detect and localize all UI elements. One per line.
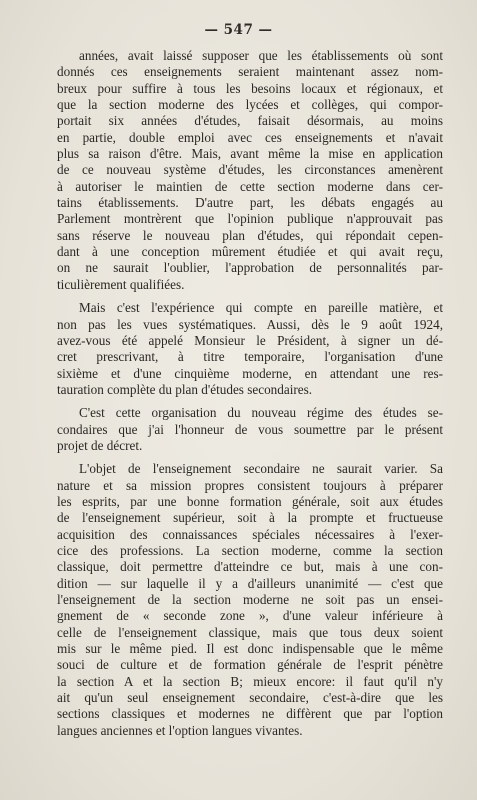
paragraph [57, 461, 443, 739]
text-line: langues anciennes et l'option langues vivantes. [57, 722, 303, 738]
text-line: souci de culture et de formation générale de l'esprit pénètre [57, 657, 443, 673]
text-line: condaires que j'ai l'honneur de vous soumettre par le présent [57, 421, 443, 437]
paragraph [57, 48, 443, 293]
text-line: on ne saurait l'oublier, l'approbation de personnalités par- [57, 260, 443, 276]
text-line: de l'enseignement supérieur, soit à la prompte et fructueuse [57, 510, 443, 526]
text-line: non pas les vues systématiques. Aussi, dès le 9 août 1924, [57, 316, 443, 332]
text-line: gnement de « seconde zone », d'une valeur inférieure à [57, 608, 443, 624]
text-line: C'est cette organisation du nouveau régime des études se- [79, 405, 443, 421]
text-line: mis sur le même pied. Il est donc indispensable que le même [57, 641, 443, 657]
page-number: — 547 — [204, 22, 273, 38]
text-line: avez-vous été appelé Monsieur le Président, à signer un dé- [57, 332, 443, 348]
text-line: cret prescrivant, à titre temporaire, l'organisation d'une [57, 349, 443, 365]
text-line: classique, doit permettre d'atteindre ce but, mais à une con- [57, 559, 443, 575]
text-line: L'objet de l'enseignement secondaire ne saurait varier. Sa [79, 461, 443, 477]
text-line: que la section moderne des lycées et collèges, qui compor- [57, 97, 443, 113]
text-line: portait six années d'études, faisait désormais, au moins [57, 113, 443, 129]
text-line: l'enseignement de la section moderne ne soit pas un ensei- [57, 592, 443, 607]
text-line: la section A et la section B; mieux encore: il faut qu'il n'y [57, 673, 443, 689]
text-line: tains établissements. D'autre part, les débats engagés au [57, 195, 443, 211]
text-line: tauration complète du plan d'études secondaires. [57, 381, 313, 397]
text-line: projet de décret. [57, 437, 143, 453]
text-line: Mais c'est l'expérience qui compte en pareille matière, et [79, 300, 443, 316]
text-line: acquisition des connaissances spéciales nécessaires à l'exer- [57, 526, 443, 542]
text-line: années, avait laissé supposer que les établissements où sont [79, 48, 443, 63]
text-line: Parlement montrèrent que l'opinion publique n'approuvait pas [57, 211, 443, 227]
text-line: dition — sur laquelle il y a d'ailleurs unanimité — c'est que [57, 575, 443, 591]
text-line: de ce nouveau système d'études, les circonstances amenèrent [57, 162, 443, 178]
text-line: ait qu'un seul enseignement secondaire, c'est-à-dire que les [57, 690, 443, 706]
text-line: plus sa raison d'être. Mais, avant même la mise en application [57, 146, 443, 162]
text-line: les esprits, par une bonne formation générale, soit aux études [57, 493, 443, 509]
text-line: sans réserve le nouveau plan d'études, qui répondait cepen- [57, 227, 443, 243]
text-line: cice des professions. La section moderne, comme la section [57, 542, 443, 558]
text-line: nature et sa mission propres consistent toujours à préparer [57, 477, 443, 493]
text-line: dant à une conception mûrement étudiée et qui avait reçu, [57, 244, 443, 260]
text-line: en partie, double emploi avec ces enseignements et n'avait [57, 129, 443, 145]
text-line: celle de l'enseignement classique, mais que tous deux soient [57, 624, 443, 640]
text-line: ticulièrement qualifiées. [57, 276, 185, 292]
text-line: sections classiques et modernes ne diffèrent que par l'option [57, 706, 443, 722]
text-line: à autoriser le maintien de cette section moderne dans cer- [57, 178, 443, 194]
body-text [57, 48, 443, 739]
paragraph [57, 405, 443, 454]
paragraph [57, 300, 443, 398]
text-line: breux pour suffire à tous les besoins locaux et régionaux, et [57, 80, 443, 96]
text-line: sixième et d'une cinquième moderne, en attendant une res- [57, 365, 443, 381]
text-line: donnés ces enseignements seraient maintenant assez nom- [57, 64, 443, 80]
